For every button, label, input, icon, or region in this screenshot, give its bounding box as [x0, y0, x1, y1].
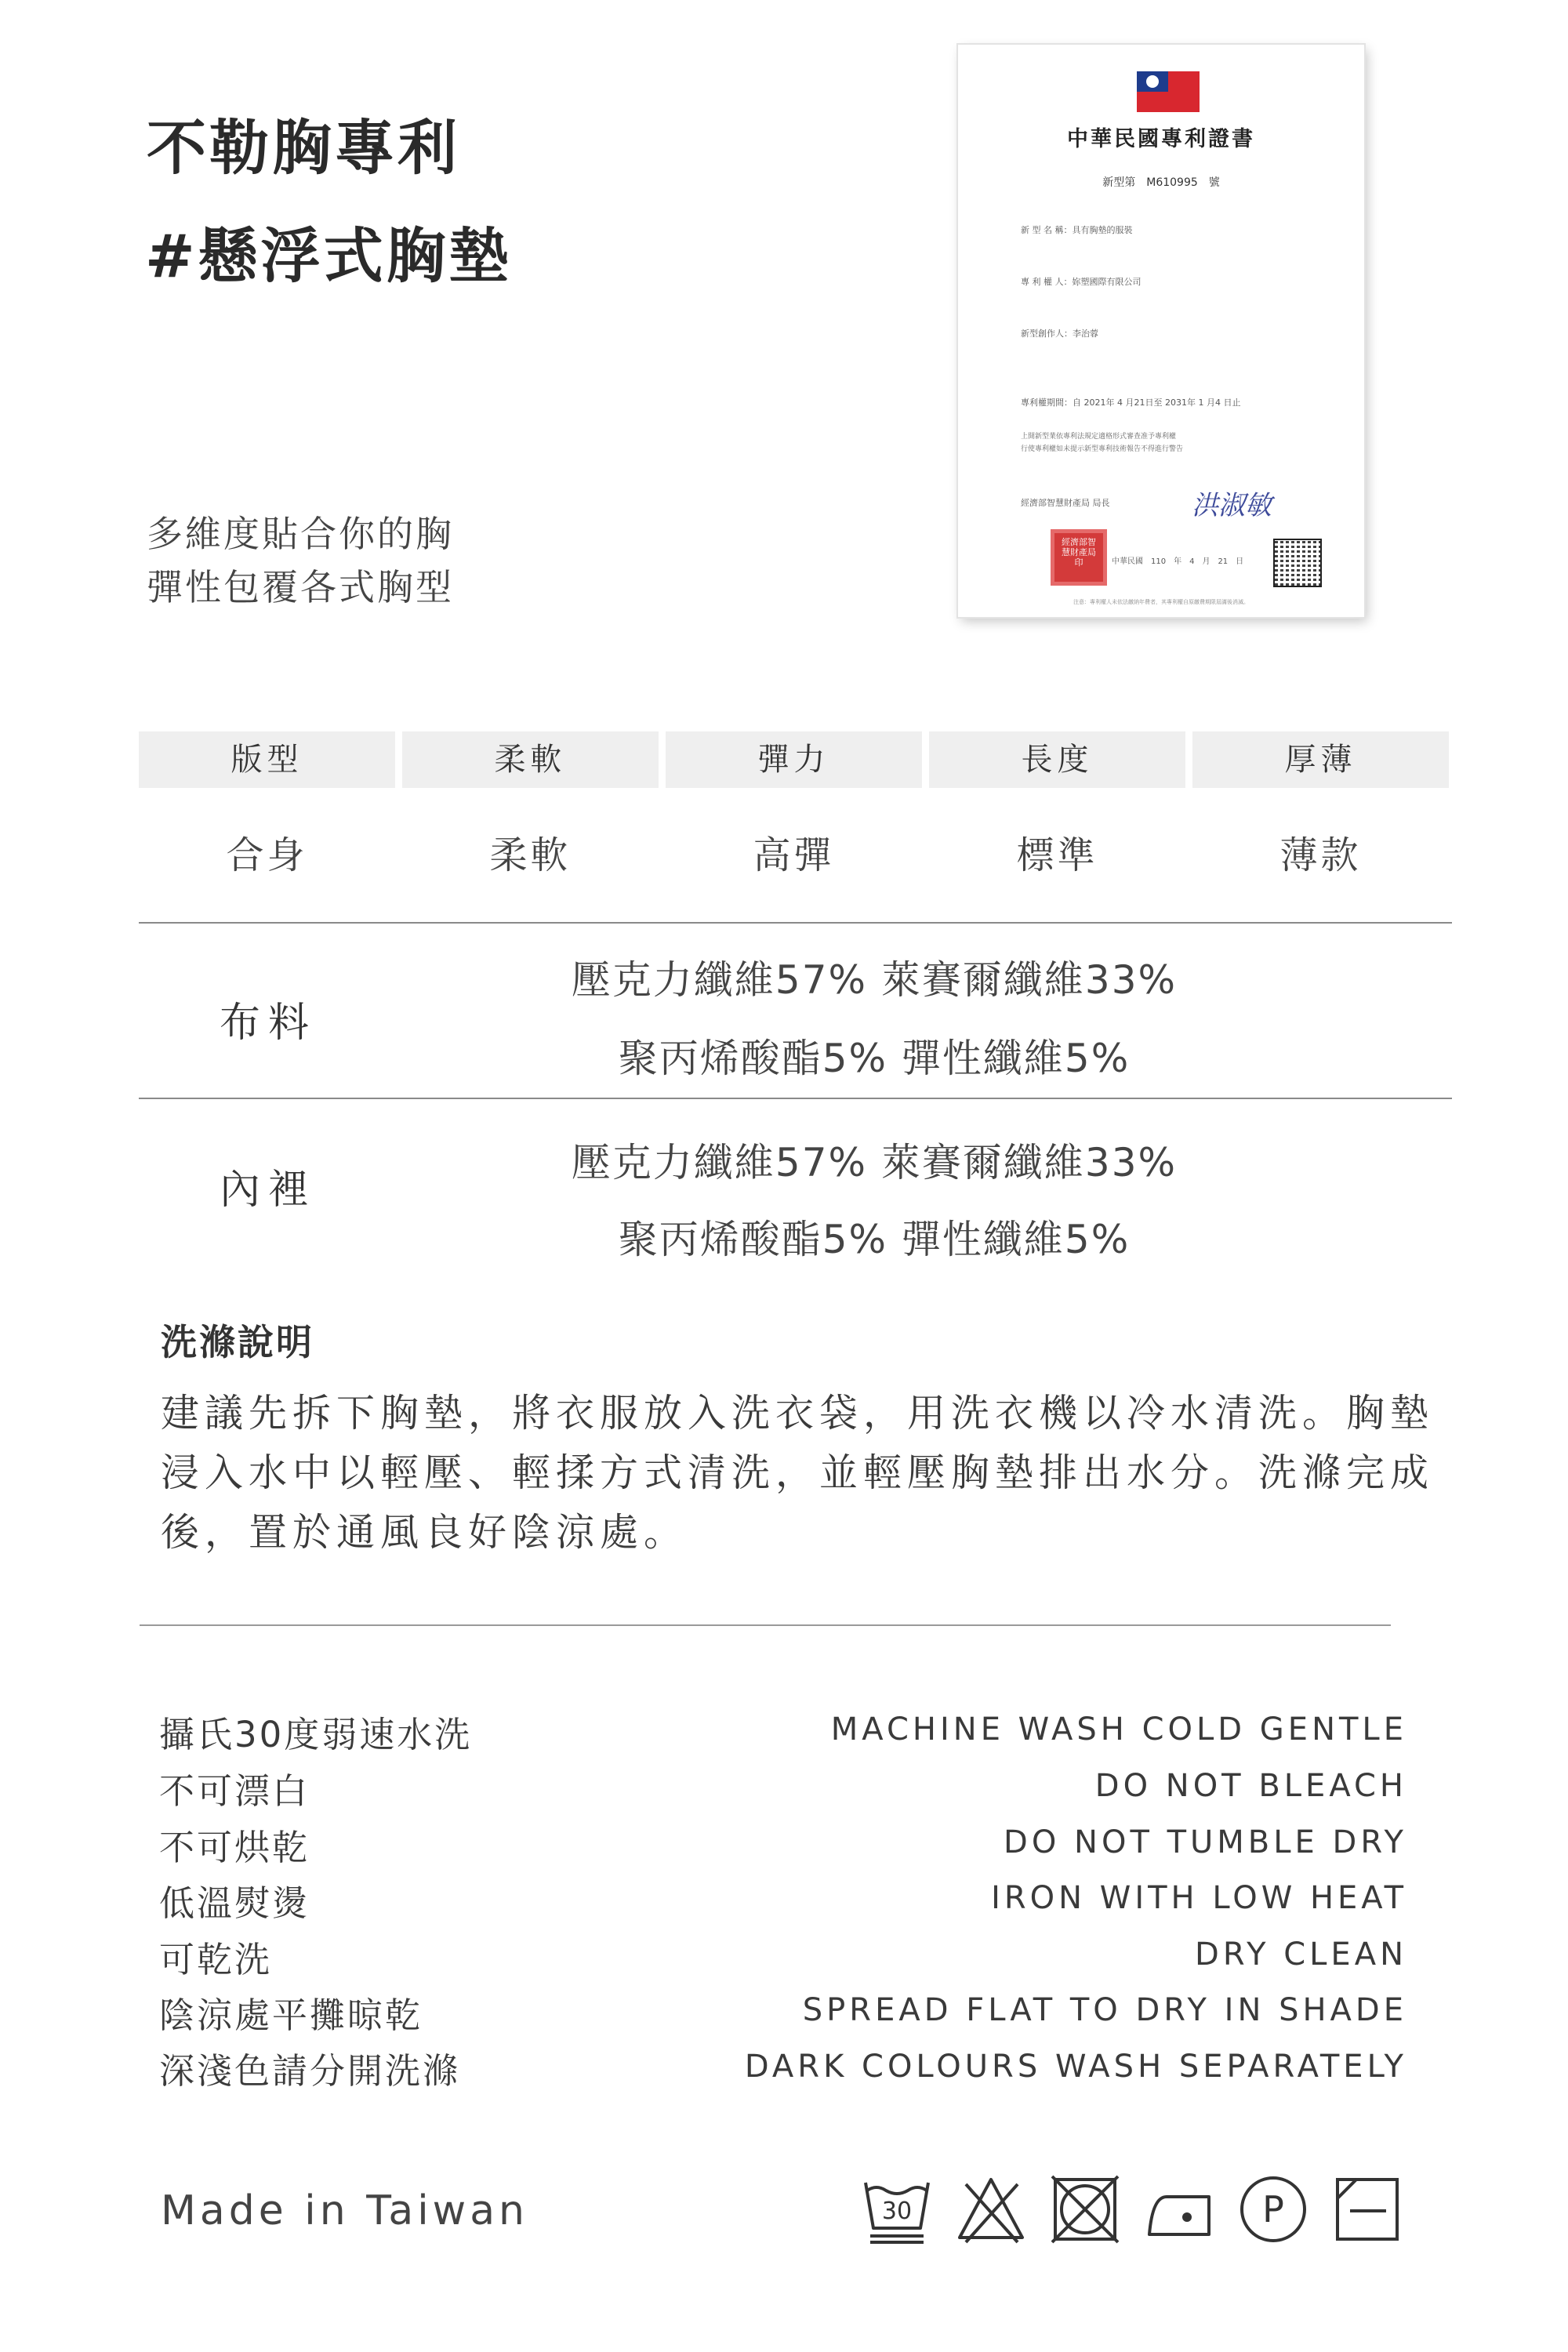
certificate-note: 行使專利權如未提示新型專利技術報告不得進行警告	[1021, 445, 1184, 453]
material-fabric-line-2: 聚丙烯酸酯5% 彈性纖維5%	[618, 1036, 1131, 1081]
spec-value-fit: 合身	[226, 833, 308, 877]
description-line-2: 彈性包覆各式胸型	[147, 566, 454, 608]
spec-value-thickness: 薄款	[1279, 833, 1362, 877]
wash-instructions-line: 後，置於通風良好陰涼處。	[161, 1510, 688, 1555]
divider	[139, 922, 1452, 924]
iron-low-icon	[1143, 2173, 1215, 2245]
care-en-item: DO NOT TUMBLE DRY	[1004, 1824, 1407, 1860]
material-fabric-line-1: 壓克力纖維57% 萊賽爾纖維33%	[571, 957, 1178, 1003]
official-seal	[1051, 529, 1107, 586]
care-zh-item: 深淺色請分開洗滌	[159, 2050, 461, 2092]
material-label-fabric: 布料	[219, 1000, 317, 1047]
wash-temp-label: 30	[881, 2198, 913, 2225]
care-en-item: SPREAD FLAT TO DRY IN SHADE	[802, 1992, 1407, 2028]
product-title: 不勒胸專利	[147, 113, 460, 183]
certificate-field: 新 型 名 稱：具有胸墊的服裝	[1021, 225, 1133, 235]
wash-30-gentle-icon	[861, 2173, 933, 2245]
material-label-lining: 內裡	[219, 1167, 317, 1214]
divider	[139, 1098, 1452, 1099]
certificate-note: 上開新型業依專利法規定適格形式審查准予專利權	[1021, 433, 1177, 441]
certificate-authority: 經濟部智慧財產局 局長	[1021, 498, 1110, 508]
spec-header-length: 長度	[929, 731, 1185, 788]
certificate-date: 中華民國 110 年 4 月 21 日	[1112, 557, 1244, 566]
qr-code-icon	[1273, 539, 1322, 587]
care-en-item: IRON WITH LOW HEAT	[991, 1880, 1407, 1916]
taiwan-flag-icon	[1137, 71, 1200, 112]
wash-instructions-line: 浸入水中以輕壓、輕揉方式清洗，並輕壓胸墊排出水分。洗滌完成	[161, 1450, 1435, 1495]
care-en-item: DRY CLEAN	[1195, 1936, 1407, 1973]
wash-instructions-line: 建議先拆下胸墊，將衣服放入洗衣袋，用洗衣機以冷水清洗。胸墊	[161, 1391, 1435, 1436]
spec-header-softness: 柔軟	[402, 731, 659, 788]
certificate-signature: 洪淑敏	[1192, 490, 1272, 521]
care-en-item: MACHINE WASH COLD GENTLE	[830, 1711, 1407, 1748]
care-zh-item: 不可烘乾	[159, 1827, 310, 1868]
dry-clean-p-icon	[1237, 2173, 1309, 2245]
certificate-field: 專 利 權 人：妳塑國際有限公司	[1021, 277, 1142, 287]
spec-value-softness: 柔軟	[489, 833, 572, 877]
care-zh-item: 低溫熨燙	[159, 1882, 310, 1924]
spec-value-length: 標準	[1016, 833, 1098, 877]
care-en-item: DARK COLOURS WASH SEPARATELY	[744, 2049, 1407, 2085]
divider	[140, 1624, 1391, 1626]
material-lining-line-2: 聚丙烯酸酯5% 彈性纖維5%	[618, 1217, 1131, 1262]
material-lining-line-1: 壓克力纖維57% 萊賽爾纖維33%	[571, 1140, 1178, 1185]
certificate-title: 中華民國專利證書	[1067, 127, 1255, 151]
patent-certificate	[958, 45, 1364, 617]
dry-clean-letter: P	[1262, 2188, 1284, 2230]
care-en-item: DO NOT BLEACH	[1094, 1768, 1407, 1804]
do-not-bleach-icon	[955, 2173, 1027, 2245]
do-not-tumble-dry-icon	[1049, 2173, 1121, 2245]
certificate-number: 新型第 M610995 號	[1102, 176, 1220, 189]
spec-header-thickness: 厚薄	[1192, 731, 1449, 788]
care-zh-item: 不可漂白	[159, 1770, 310, 1812]
made-in-label: Made in Taiwan	[161, 2187, 529, 2234]
certificate-footer: 注意：專利權人未依法繳納年費者，其專利權自原繳費期限屆滿後消滅。	[1073, 599, 1249, 605]
spec-value-elasticity: 高彈	[753, 833, 835, 877]
seal-text: 經濟部智慧財產局印	[1062, 537, 1096, 568]
spec-header-elasticity: 彈力	[666, 731, 922, 788]
wash-instructions-title: 洗滌說明	[161, 1321, 314, 1363]
certificate-field: 專利權期間：自 2021年 4 月21日至 2031年 1 月4 日止	[1021, 397, 1241, 408]
care-zh-item: 陰涼處平攤晾乾	[159, 1994, 423, 2036]
care-zh-item: 攝氏30度弱速水洗	[159, 1714, 473, 1755]
certificate-field: 新型創作人：李治蓉	[1021, 328, 1098, 339]
care-zh-item: 可乾洗	[159, 1939, 273, 1980]
product-subtitle: #懸浮式胸墊	[145, 221, 512, 291]
dry-flat-shade-icon	[1331, 2173, 1403, 2245]
description-line-1: 多維度貼合你的胸	[147, 513, 454, 555]
spec-header-fit: 版型	[139, 731, 395, 788]
